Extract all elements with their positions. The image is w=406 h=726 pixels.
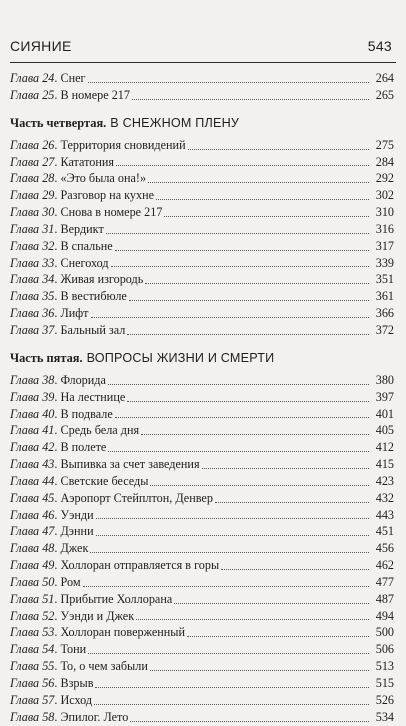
chapter-page: 462 [375,558,394,573]
toc-entry [10,137,394,154]
toc-entry [10,288,394,305]
chapter-number: Глава 49 [10,558,55,573]
chapter-number: Глава 51 [10,591,55,606]
chapter-separator: . [54,507,61,522]
chapter-separator: . [54,591,61,606]
chapter-page: 500 [375,625,394,640]
chapter-separator: . [54,473,61,488]
header-rule [10,62,396,63]
chapter-separator: . [54,205,61,220]
chapter-page: 487 [375,591,394,606]
dot-leader [96,534,369,536]
toc-entry [10,523,394,540]
running-title: СИЯНИЕ [10,38,72,54]
chapter-page: 380 [375,372,394,387]
toc-entry [10,372,394,389]
chapter-page: 316 [375,221,394,236]
dot-leader [106,232,369,234]
dot-leader [164,215,369,217]
chapter-title: Живая изгородь [60,272,144,287]
dot-leader [127,333,369,335]
dot-leader [202,467,369,469]
part-title: ВОПРОСЫ ЖИЗНИ И СМЕРТИ [86,350,275,365]
chapter-separator: . [54,306,61,321]
toc-entry [10,70,394,87]
toc-entry [10,624,394,641]
toc-entry [10,692,394,709]
chapter-separator: . [54,406,61,421]
chapter-separator: . [54,574,61,589]
chapter-page: 456 [375,541,394,556]
chapter-number: Глава 25 [10,87,55,102]
dot-leader [136,618,369,620]
chapter-page: 477 [375,574,394,589]
dot-leader [88,81,369,83]
chapter-page: 515 [375,676,394,690]
chapter-page: 534 [375,709,394,724]
dot-leader [130,720,369,722]
toc-entry [10,540,394,557]
dot-leader [83,585,369,587]
dot-leader [115,416,369,418]
chapter-title: Холлоран поверженный [60,625,186,640]
toc-entry [10,255,394,272]
chapter-separator: . [54,272,61,287]
chapter-title: Дэнни [60,524,94,539]
dot-leader [94,703,369,705]
toc-entry [10,271,394,288]
chapter-number: Глава 53 [10,625,55,640]
toc-entry [10,507,394,524]
part-label: Часть пятая. [10,350,83,365]
chapter-title: Взрыв [60,676,94,690]
dot-leader [115,249,369,251]
chapter-number: Глава 43 [10,457,55,472]
chapter-title: Прибытие Холлорана [60,591,173,606]
chapter-page: 423 [375,473,394,488]
chapter-number: Глава 31 [10,221,55,236]
chapter-title: Уэнди [60,507,94,522]
chapter-title: Аэропорт Стейплтон, Денвер [60,490,213,505]
chapter-separator: . [54,372,61,387]
dot-leader [174,602,369,604]
chapter-number: Глава 54 [10,642,55,657]
chapter-title: В полете [60,440,107,455]
chapter-number: Глава 55 [10,659,55,674]
chapter-number: Глава 48 [10,541,55,556]
chapter-title: Выпивка за счет заведения [60,457,200,472]
chapter-number: Глава 47 [10,524,55,539]
part-heading [10,116,394,132]
chapter-title: В вестибюле [60,289,127,304]
chapter-page: 526 [375,692,394,707]
chapter-title: Снегоход [60,255,109,270]
chapter-page: 513 [375,659,394,674]
chapter-page: 264 [375,71,394,85]
toc-entry [10,675,394,692]
chapter-number: Глава 40 [10,406,55,421]
chapter-title: Флорида [60,372,106,387]
chapter-page: 494 [375,608,394,623]
chapter-title: Разговор на кухне [60,188,155,203]
chapter-number: Глава 56 [10,676,55,690]
toc-entry [10,591,394,608]
part-heading [10,351,394,367]
chapter-number: Глава 44 [10,473,55,488]
chapter-number: Глава 42 [10,440,55,455]
chapter-separator: . [54,642,61,657]
chapter-title: Светские беседы [60,473,149,488]
chapter-page: 302 [375,188,394,203]
toc-entry [10,473,394,490]
dot-leader [108,383,369,385]
chapter-separator: . [54,71,61,85]
chapter-title: Холлоран отправляется в горы [60,558,220,573]
dot-leader [127,400,369,402]
chapter-separator: . [54,389,61,404]
chapter-page: 284 [375,154,394,169]
chapter-separator: . [54,490,61,505]
dot-leader [148,181,369,183]
chapter-page: 310 [375,205,394,220]
chapter-number: Глава 35 [10,289,55,304]
dot-leader [91,316,370,318]
toc-entry [10,658,394,675]
dot-leader [132,98,369,100]
dot-leader [156,198,369,200]
toc-entry [10,456,394,473]
chapter-title: Исход [60,692,93,707]
chapter-separator: . [54,188,61,203]
toc-entry [10,204,394,221]
dot-leader [90,551,369,553]
chapter-page: 397 [375,389,394,404]
toc-entry [10,439,394,456]
chapter-page: 443 [375,507,394,522]
chapter-title: Лифт [60,306,89,321]
dot-leader [215,501,369,503]
chapter-separator: . [54,221,61,236]
chapter-separator: . [54,255,61,270]
chapter-title: Ром [60,574,81,589]
toc-entry [10,557,394,574]
toc-entry [10,87,394,104]
chapter-number: Глава 36 [10,306,55,321]
chapter-page: 372 [375,322,394,337]
chapter-page: 451 [375,524,394,539]
chapter-page: 292 [375,171,394,186]
chapter-number: Глава 27 [10,154,55,169]
part-title: В СНЕЖНОМ ПЛЕНУ [110,115,240,130]
table-of-contents [10,70,394,726]
chapter-separator: . [54,171,61,186]
dot-leader [145,282,369,284]
chapter-title: «Это была она!» [60,171,147,186]
chapter-page: 506 [375,642,394,657]
toc-entry [10,221,394,238]
toc-entry [10,406,394,423]
chapter-separator: . [54,625,61,640]
chapter-separator: . [54,558,61,573]
chapter-number: Глава 29 [10,188,55,203]
chapter-title: Средь бела дня [60,423,140,438]
chapter-page: 432 [375,490,394,505]
chapter-separator: . [54,457,61,472]
chapter-title: Уэнди и Джек [60,608,135,623]
chapter-separator: . [54,87,61,102]
chapter-separator: . [54,541,61,556]
chapter-number: Глава 28 [10,171,55,186]
chapter-page: 317 [375,238,394,253]
toc-entry [10,641,394,658]
chapter-title: Эпилог. Лето [60,709,129,724]
chapter-number: Глава 58 [10,709,55,724]
chapter-number: Глава 34 [10,272,55,287]
chapter-title: Снег [60,71,86,85]
chapter-title: Джек [60,541,89,556]
toc-entry [10,422,394,439]
dot-leader [129,299,369,301]
chapter-separator: . [54,608,61,623]
chapter-number: Глава 32 [10,238,55,253]
chapter-number: Глава 41 [10,423,55,438]
chapter-number: Глава 52 [10,608,55,623]
chapter-separator: . [54,289,61,304]
chapter-separator: . [54,676,61,690]
chapter-title: Вердикт [60,221,104,236]
chapter-separator: . [54,423,61,438]
dot-leader [96,517,369,519]
chapter-title: Территория сновидений [60,137,186,152]
dot-leader [141,433,369,435]
chapter-number: Глава 39 [10,389,55,404]
chapter-number: Глава 26 [10,137,55,152]
dot-leader [150,669,369,671]
chapter-page: 401 [375,406,394,421]
dot-leader [111,265,369,267]
toc-entry [10,322,394,339]
chapter-page: 366 [375,306,394,321]
dot-leader [188,148,369,150]
chapter-number: Глава 50 [10,574,55,589]
dot-leader [187,635,369,637]
dot-leader [95,686,369,688]
chapter-page: 265 [375,87,394,102]
chapter-separator: . [54,238,61,253]
toc-entry [10,574,394,591]
chapter-separator: . [54,524,61,539]
toc-entry [10,238,394,255]
chapter-title: На лестнице [60,389,126,404]
chapter-number: Глава 45 [10,490,55,505]
chapter-page: 339 [375,255,394,270]
part-label: Часть четвертая. [10,115,107,130]
toc-entry [10,389,394,406]
toc-entry [10,187,394,204]
chapter-number: Глава 33 [10,255,55,270]
toc-entry [10,305,394,322]
dot-leader [108,450,369,452]
chapter-title: Бальный зал [60,322,126,337]
toc-entry [10,709,394,726]
chapter-number: Глава 38 [10,372,55,387]
dot-leader [221,568,369,570]
chapter-title: То, о чем забыли [60,659,148,674]
chapter-title: Тони [60,642,87,657]
toc-entry [10,154,394,171]
chapter-title: Кататония [60,154,115,169]
chapter-separator: . [54,137,61,152]
chapter-number: Глава 30 [10,205,55,220]
page-number: 543 [367,38,392,54]
dot-leader [116,164,369,166]
chapter-number: Глава 46 [10,507,55,522]
toc-entry [10,490,394,507]
chapter-title: В подвале [60,406,113,421]
chapter-title: В спальне [60,238,113,253]
toc-entry [10,608,394,625]
chapter-title: В номере 217 [60,87,130,102]
dot-leader [88,652,369,654]
chapter-title: Снова в номере 217 [60,205,163,220]
chapter-page: 415 [375,457,394,472]
chapter-page: 275 [375,137,394,152]
chapter-separator: . [54,692,61,707]
chapter-number: Глава 24 [10,71,55,85]
chapter-separator: . [54,709,61,724]
chapter-separator: . [54,154,61,169]
dot-leader [150,484,369,486]
chapter-number: Глава 57 [10,692,55,707]
toc-entry [10,170,394,187]
chapter-separator: . [54,659,61,674]
chapter-separator: . [54,322,61,337]
chapter-page: 351 [375,272,394,287]
chapter-page: 405 [375,423,394,438]
chapter-number: Глава 37 [10,322,55,337]
chapter-separator: . [54,440,61,455]
chapter-page: 361 [375,289,394,304]
running-header [10,38,392,60]
chapter-page: 412 [375,440,394,455]
